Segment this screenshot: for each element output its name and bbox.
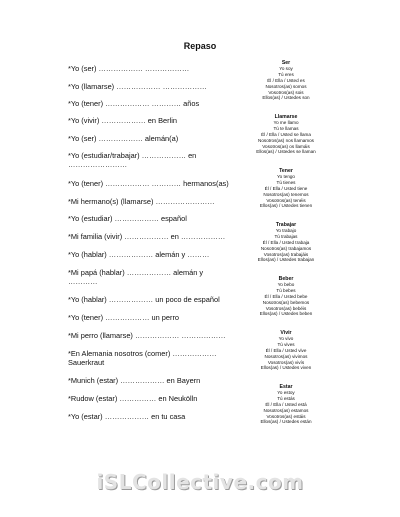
page-title: Repaso	[183, 41, 217, 51]
conjugation-form: Yo tengo	[277, 174, 295, 180]
exercise-item: *Yo (tener) ……………… un perro	[68, 313, 180, 322]
conjugation-form: Yo me llamo	[273, 120, 299, 126]
conjugation-form: Nosotros(as) somos	[265, 83, 307, 89]
conjugation-form: Él / Ella / Usted está	[265, 402, 307, 407]
conjugation-verb: Tener	[279, 168, 293, 174]
conjugation-form: Ellos(as) / Ustedes son	[262, 95, 310, 101]
conjugation-form: Ellos(as) / Ustedes se llaman	[256, 149, 316, 155]
exercise-item: *Mi familia (vivir) ……………… en ………………	[68, 232, 226, 241]
conjugation-form: Él / Ella / Usted tiene	[264, 186, 308, 191]
conjugation-form: Vosotros(as) bebéis	[265, 305, 307, 311]
conjugation-form: Ellos(as) / Ustedes trabajan	[257, 257, 315, 263]
exercise-item: *Yo (hablar) ……………… un poco de español	[68, 295, 220, 304]
exercise-item: *Mi perro (llamarse) ……………… ………………	[68, 331, 226, 340]
conjugation-block	[248, 222, 324, 263]
conjugation-verb: Vivir	[280, 330, 292, 336]
conjugation-form: Yo estoy	[277, 390, 295, 396]
conjugation-form: Yo vivo	[278, 336, 294, 342]
exercise-item: *Rudow (estar) …………… en Neukölln	[68, 394, 198, 403]
conjugation-form: Vosotros(as) tenéis	[266, 197, 306, 203]
watermark-logo: iSLCollective.com	[96, 470, 304, 494]
conjugation-block	[248, 276, 324, 317]
conjugation-form: Vosotros(as) estáis	[266, 413, 306, 419]
conjugation-form: Vosotros(as) trabajáis	[263, 251, 309, 257]
conjugation-form: Tú bebes	[276, 288, 296, 294]
conjugation-form: Nosotros(as) nos llamamos	[258, 137, 314, 143]
conjugation-block	[248, 114, 324, 155]
exercise-item: *Munich (estar) ……………… en Bayern	[68, 376, 201, 385]
conjugation-form: Él / Ella / Usted es	[267, 78, 305, 83]
conjugation-form: Vosotros(as) os llamáis	[262, 143, 310, 149]
conjugation-form: Nosotros(as) estamos	[263, 407, 309, 413]
exercise-item: *En Alemania nosotros (comer) ……………… Sauerkraut	[68, 349, 217, 367]
exercise-item: *Yo (vivir) ……………… en Berlin	[68, 116, 177, 125]
conjugation-form: Yo bebo	[277, 282, 295, 288]
conjugation-block	[248, 60, 324, 101]
conjugation-form: Yo soy	[279, 66, 293, 72]
conjugation-verb: Estar	[279, 384, 293, 390]
conjugation-form: Tú te llamas	[273, 126, 299, 132]
conjugation-verb: Ser	[281, 60, 291, 66]
exercise-item: *Yo (estudiar/trabajar) ……………… en ……………………	[68, 151, 197, 169]
conjugation-form: Él / Ella / Usted se llama	[261, 132, 311, 137]
conjugation-form: Tú trabajas	[274, 234, 298, 240]
exercise-item: *Yo (llamarse) ……………… ………………	[68, 82, 207, 91]
conjugation-form: Tú estás	[277, 396, 295, 402]
exercise-item: *Mi hermano(s) (llamarse) ……………………	[68, 197, 215, 206]
exercise-item: *Yo (estudiar) ……………… español	[68, 214, 187, 223]
exercise-item: *Mi papá (hablar) ……………… alemán y …………	[68, 268, 204, 286]
conjugation-verb: Trabajar	[275, 222, 297, 228]
conjugation-form: Él / Ella / Usted bebe	[264, 294, 308, 299]
exercise-item: *Yo (hablar) ……………… alemán y ………	[68, 250, 210, 259]
conjugation-block	[248, 330, 324, 371]
exercise-item: *Yo (tener) ……………… ………… hermanos(as)	[68, 179, 229, 188]
conjugation-verb: Beber	[278, 276, 294, 282]
conjugation-form: Tú vives	[277, 342, 295, 348]
conjugation-form: Él / Ella / Usted trabaja	[262, 240, 310, 245]
conjugation-form: Nosotros(as) vivimos	[264, 353, 308, 359]
conjugation-form: Nosotros(as) bebemos	[262, 299, 310, 305]
exercise-item: *Yo (ser) ……………… ………………	[68, 64, 190, 73]
conjugation-form: Tú eres	[278, 72, 294, 78]
conjugation-form: Vosotros(as) vivís	[267, 359, 305, 365]
conjugation-block	[248, 384, 324, 425]
conjugation-form: Vosotros(as) sois	[268, 89, 304, 95]
conjugation-block	[248, 168, 324, 209]
conjugation-form: Ellos(as) / Ustedes tienen	[259, 203, 313, 209]
exercise-item: *Yo (tener) ……………… ………… años	[68, 99, 200, 108]
exercise-item: *Yo (ser) ……………… alemán(a)	[68, 134, 179, 143]
conjugation-form: Nosotros(as) trabajamos	[260, 245, 312, 251]
conjugation-form: Ellos(as) / Ustedes están	[260, 419, 312, 425]
conjugation-form: Tú tienes	[276, 180, 296, 186]
conjugation-form: Ellos(as) / Ustedes beben	[259, 311, 313, 317]
exercise-item: *Yo (estar) ……………… en tu casa	[68, 412, 186, 421]
conjugation-form: Yo trabajo	[275, 228, 297, 234]
conjugation-form: Él / Ella / Usted vive	[265, 348, 307, 353]
conjugation-verb: Llamarse	[274, 114, 298, 120]
conjugation-form: Nosotros(as) tenemos	[263, 191, 309, 197]
conjugation-form: Ellos(as) / Ustedes viven	[260, 365, 312, 371]
